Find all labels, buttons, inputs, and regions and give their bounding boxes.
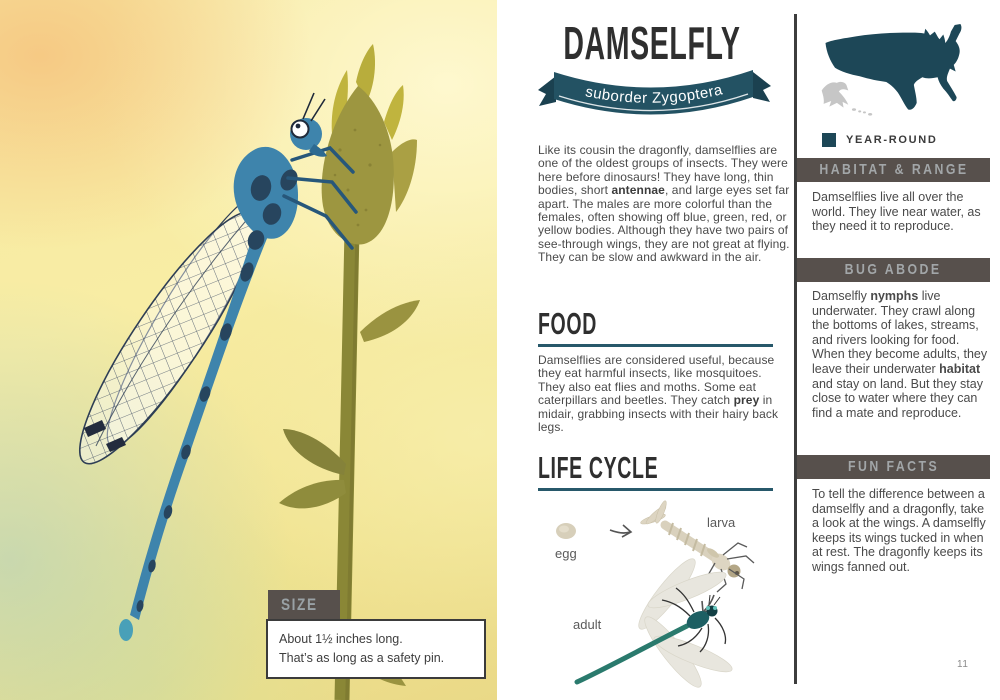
year-round-label: YEAR-ROUND [846,134,938,146]
size-line-1: About 1½ inches long. [279,632,403,646]
egg-illustration [556,523,576,539]
bug-abode-header: BUG ABODE [797,258,990,282]
flower-bud [322,44,417,245]
alaska-shape [822,82,849,108]
page-title: DAMSELFLY [563,17,741,69]
page-number: 11 [957,659,969,670]
map-legend [822,133,938,147]
larva-label: larva [707,515,736,530]
content-page [497,0,1000,700]
column-divider [794,14,797,684]
hawaii-shape [852,108,872,115]
size-box-heading: SIZE [268,590,340,620]
usa-range-map [816,20,968,124]
size-line-2: That’s as long as a safety pin. [279,650,445,665]
habitat-range-body: Damselflies live all over the world. They live near water, as they need it to reproduce. [812,190,981,234]
damselfly-illustration [0,0,497,700]
life-cycle-diagram [515,496,791,698]
habitat-range-header: HABITAT & RANGE [797,158,990,182]
life-cycle-rule [538,488,773,491]
bug-abode-body: Damselfly nymphs live underwater. They crawl along the bottoms of lakes, streams, and rivers looking for food. When they become adults, they leave their underwater habitat and stay on land. But they stay close to water where they can find a mate and reproduce. [812,289,988,420]
egg-label: egg [555,546,577,561]
suborder-banner [535,58,777,130]
food-paragraph: Damselflies are considered useful, because they eat harmful insects, like mosquitoes. They also eat flies and moths. Some eat caterpillars and beetles. They catch prey in midair, grabbing insects with their hairy back legs. [538,353,779,435]
banner-label: suborder Zygoptera [583,81,725,107]
illustration-page [0,0,497,700]
arrow-right-icon [610,525,631,537]
adult-label: adult [573,617,602,632]
food-rule [538,344,773,347]
food-heading: FOOD [538,306,597,341]
year-round-swatch [822,133,836,147]
size-box [266,619,486,679]
continental-us-shape [826,24,962,110]
damselfly [57,93,356,641]
life-cycle-heading: LIFE CYCLE [538,450,659,485]
damselfly-head [290,93,327,157]
fun-facts-body: To tell the difference between a damselfly and a dragonfly, take a look at the wings. A damselfly keeps its wings tucked in when at rest. The dragonfly keeps its wings fanned out. [812,487,986,574]
fun-facts-header: FUN FACTS [797,455,990,479]
intro-paragraph: Like its cousin the dragonfly, damselflies are one of the oldest groups of insects. They were here before dinosaurs! They have long, thin bodies, short antennae, and large eyes set far apart. The males are more colorful than the females, often showing off blue, green, red, or yellow bodies. Although they have two pairs of see-through wings, they are not great at flying. They can be slow and awkward in the air. [538,143,790,265]
